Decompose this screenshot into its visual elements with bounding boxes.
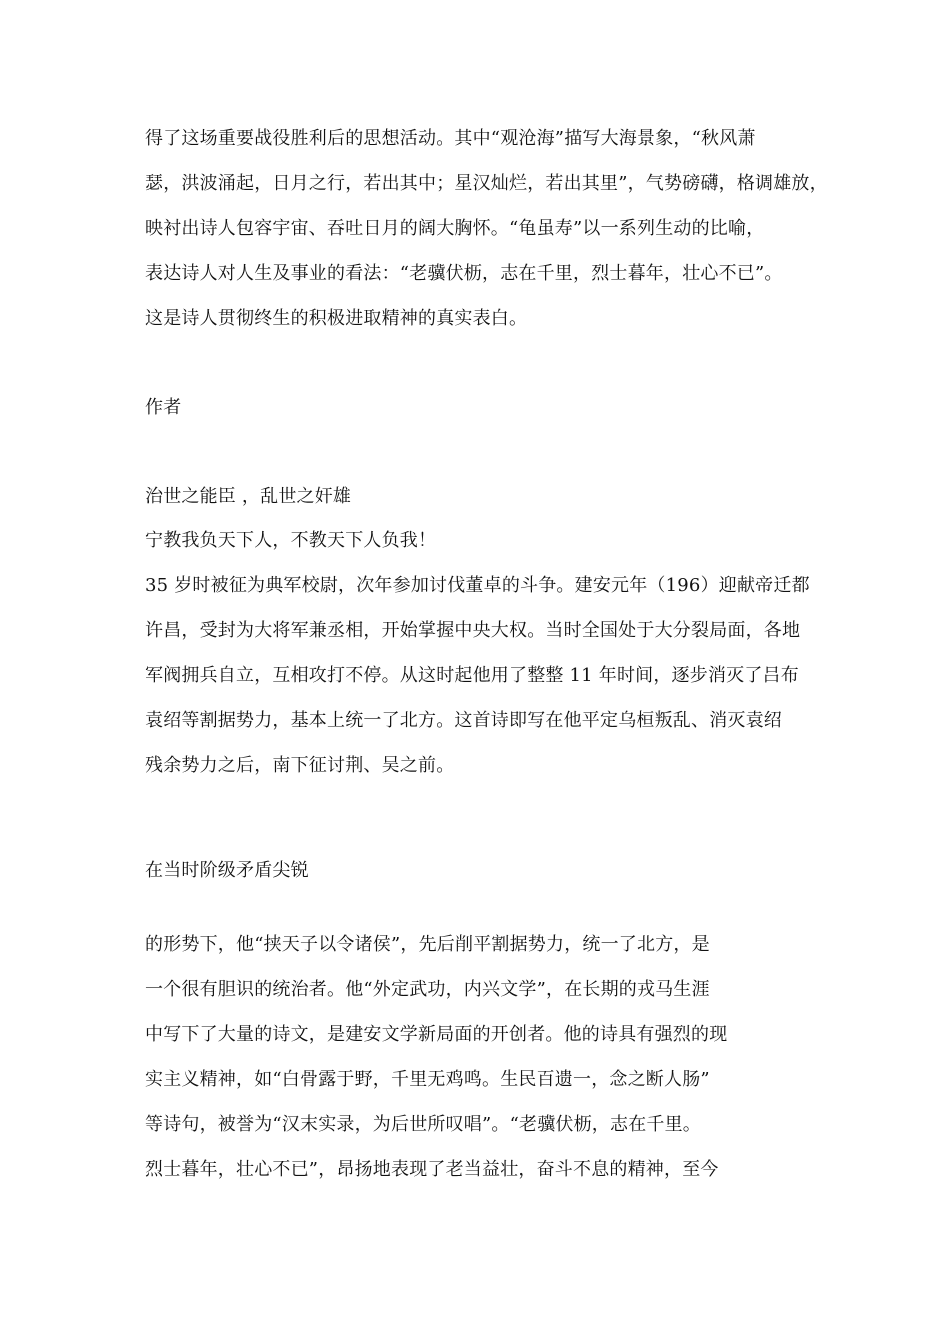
final-line: 在当时阶级矛盾尖锐 — [145, 860, 309, 881]
final-line: 中写下了大量的诗文，是建安文学新局面的开创者。他的诗具有强烈的现 — [145, 1024, 728, 1045]
paragraph-line: 表达诗人对人生及事业的看法：“老骥伏枥，志在千里，烈士暮年，壮心不已”。 — [145, 263, 783, 284]
author-line: 许昌，受封为大将军兼丞相，开始掌握中央大权。当时全国处于大分裂局面，各地 — [145, 620, 801, 641]
paragraph-line: 瑟，洪波涌起，日月之行，若出其中；星汉灿烂，若出其里”，气势磅礴，格调雄放， — [145, 173, 828, 194]
section-heading-author: 作者 — [145, 397, 182, 418]
final-line: 实主义精神，如“白骨露于野，千里无鸡鸣。生民百遗一，念之断人肠” — [145, 1069, 710, 1090]
author-line: 35 岁时被征为典军校尉，次年参加讨伐董卓的斗争。建安元年（196）迎献帝迁都 — [145, 575, 810, 596]
final-line: 的形势下，他“挟天子以令诸侯”，先后削平割据势力，统一了北方，是 — [145, 934, 710, 955]
paragraph-line: 映衬出诗人包容宇宙、吞吐日月的阔大胸怀。“龟虽寿”以一系列生动的比喻， — [145, 218, 765, 239]
paragraph-line: 得了这场重要战役胜利后的思想活动。其中“观沧海”描写大海景象，“秋风萧 — [145, 128, 756, 149]
final-line: 烈士暮年，壮心不已”，昂扬地表现了老当益壮，奋斗不息的精神，至今 — [145, 1159, 719, 1180]
author-line: 治世之能臣 ，乱世之奸雄 — [145, 486, 352, 507]
author-line: 军阀拥兵自立，互相攻打不停。从这时起他用了整整 11 年时间，逐步消灭了吕布 — [145, 665, 799, 686]
final-line: 一个很有胆识的统治者。他“外定武功，内兴文学”，在长期的戎马生涯 — [145, 979, 710, 1000]
author-line: 袁绍等割据势力，基本上统一了北方。这首诗即写在他平定乌桓叛乱、消灭袁绍 — [145, 710, 782, 731]
author-line: 残余势力之后，南下征讨荆、吴之前。 — [145, 755, 455, 776]
paragraph-line: 这是诗人贯彻终生的积极进取精神的真实表白。 — [145, 308, 528, 329]
author-line: 宁教我负天下人，不教天下人负我！ — [145, 530, 437, 551]
final-line: 等诗句，被誉为“汉末实录，为后世所叹唱”。“老骥伏枥，志在千里。 — [145, 1114, 702, 1135]
